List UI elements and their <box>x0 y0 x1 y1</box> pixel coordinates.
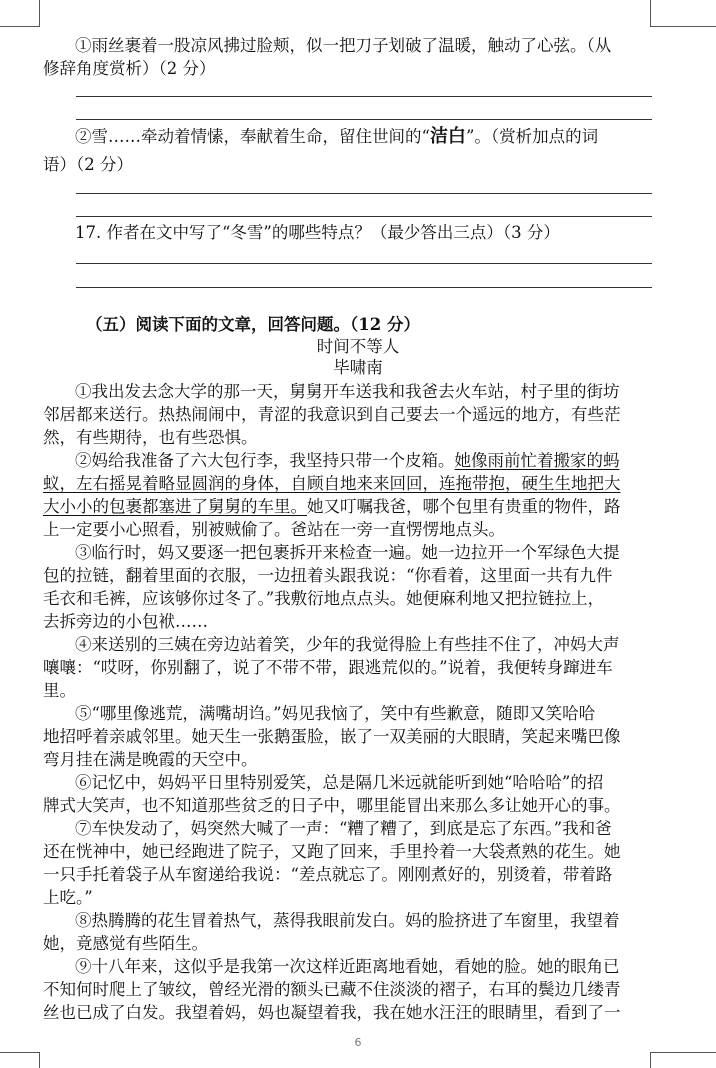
article-line: 弯月挂在满是晚霞的天空中。 <box>43 750 258 769</box>
article-line: 不知何时爬上了皱纹，曾经光滑的额头已藏不住淡淡的褶子，右耳的鬓边几缕青 <box>43 980 621 999</box>
question-text: 语）（2 分） <box>43 155 133 174</box>
crop-mark <box>650 0 651 26</box>
article-line: 还在恍神中，她已经跑进了院子，又跑了回来，手里拎着一大袋煮熟的花生。她 <box>43 842 621 861</box>
article-line: 她，竟感觉有些陌生。 <box>43 934 208 953</box>
crop-mark <box>39 1052 40 1068</box>
crop-mark <box>650 26 716 27</box>
article-line: 上一定要小心照看，别被贼偷了。爸站在一旁一直愣愣地点头。 <box>43 520 505 539</box>
crop-mark <box>0 1052 40 1053</box>
answer-line[interactable] <box>76 287 652 288</box>
article-line: ⑨十八年来，这似乎是我第一次这样近距离地看她，看她的脸。她的眼角已 <box>75 957 620 976</box>
article-line: ⑦车快发动了，妈突然大喊了一声：“糟了糟了，到底是忘了东西。”我和爸 <box>75 819 612 838</box>
article-line: ①我出发去念大学的那一天，舅舅开车送我和我爸去火车站，村子里的街坊 <box>75 382 620 401</box>
article-line: ②妈给我准备了六大包行李，我坚持只带一个皮箱。她像雨前忙着搬家的蚂 <box>75 451 620 470</box>
crop-mark <box>39 0 40 26</box>
underlined-sentence: 蚁，左右摇晃着略显圆润的身体，自顾自地来来回回，连拖带抱，硬生生地把大 <box>43 474 621 493</box>
article-line: 地招呼着亲戚邻里。她天生一张鹅蛋脸，嵌了一双美丽的大眼睛，笑起来嘴巴像 <box>43 727 621 746</box>
article-line: 一只手托着袋子从车窗递给我说：“差点就忘了。刚刚煮好的，别烫着，带着路 <box>43 865 613 884</box>
article-line: 去拆旁边的小包袱…… <box>43 612 208 631</box>
article-line: ⑤“哪里像逃荒，满嘴胡诌。”妈见我恼了，笑中有些歉意，随即又笑哈哈 <box>75 704 596 723</box>
article-line: 丝也已成了白发。我望着妈，妈也凝望着我，我在她水汪汪的眼睛里，看到了一 <box>43 1003 621 1022</box>
question-text: ②雪……牵动着情愫，奉献着生命，留住世间的“洁白”。（赏析加点的词 <box>75 126 599 147</box>
article-title: 时间不等人 <box>316 337 400 356</box>
crop-mark <box>650 1052 716 1053</box>
article-line: 里。 <box>43 681 76 700</box>
article-author: 毕啸南 <box>333 358 383 377</box>
crop-mark <box>650 1052 651 1068</box>
answer-line[interactable] <box>76 193 652 194</box>
answer-line[interactable] <box>76 216 652 217</box>
question-text: 修辞角度赏析）（2 分） <box>43 59 216 78</box>
underlined-sentence: 大小小的包裹都塞进了舅舅的车里。 <box>43 497 307 516</box>
article-line: ④来送别的三姨在旁边站着笑，少年的我觉得脸上有些挂不住了，冲妈大声 <box>75 635 620 654</box>
article-line: 嚷嚷：“哎呀，你别翻了，说了不带不带，跟逃荒似的。”说着，我便转身蹿进车 <box>43 658 613 677</box>
article-line: 上吃。” <box>43 888 93 907</box>
question-17: 17. 作者在文中写了“冬雪”的哪些特点？（最少答出三点）（3 分） <box>75 223 560 242</box>
article-line: ⑥记忆中，妈妈平日里特别爱笑，总是隔几米远就能听到她“哈哈哈”的招 <box>75 773 604 792</box>
article-line: ⑧热腾腾的花生冒着热气，蒸得我眼前发白。妈的脸挤进了车窗里，我望着 <box>75 911 620 930</box>
article-line: ③临行时，妈又要逐一把包裹拆开来检查一遍。她一边拉开一个军绿色大提 <box>75 543 620 562</box>
article-line: 包的拉链，翻着里面的衣服，一边扭着头跟我说：“你看着，这里面一共有九件 <box>43 566 613 585</box>
article-line: 大小小的包裹都塞进了舅舅的车里。她又叮嘱我爸，哪个包里有贵重的物件，路 <box>43 497 621 516</box>
question-text: ①雨丝裹着一股凉风拂过脸颊，似一把刀子划破了温暖，触动了心弦。（从 <box>75 36 612 55</box>
article-line: 牌式大笑声，也不知道那些贫乏的日子中，哪里能冒出来那么多让她开心的事。 <box>43 796 621 815</box>
answer-line[interactable] <box>76 263 652 264</box>
article-line: 毛衣和毛裤，应该够你过冬了。”我敷衍地点点头。她便麻利地又把拉链拉上， <box>43 589 605 608</box>
crop-mark <box>0 26 40 27</box>
emphasized-word: 洁白 <box>429 126 466 147</box>
answer-line[interactable] <box>76 119 652 120</box>
section-heading: （五）阅读下面的文章，回答问题。（12 分） <box>86 315 420 334</box>
page-number: 6 <box>354 1036 362 1049</box>
article-line: 然，有些期待，也有些恐惧。 <box>43 428 258 447</box>
answer-line[interactable] <box>76 96 652 97</box>
underlined-sentence: 她像雨前忙着搬家的蚂 <box>454 451 620 470</box>
article-line: 邻居都来送行。热热闹闹中，青涩的我意识到自己要去一个遥远的地方，有些茫 <box>43 405 621 424</box>
